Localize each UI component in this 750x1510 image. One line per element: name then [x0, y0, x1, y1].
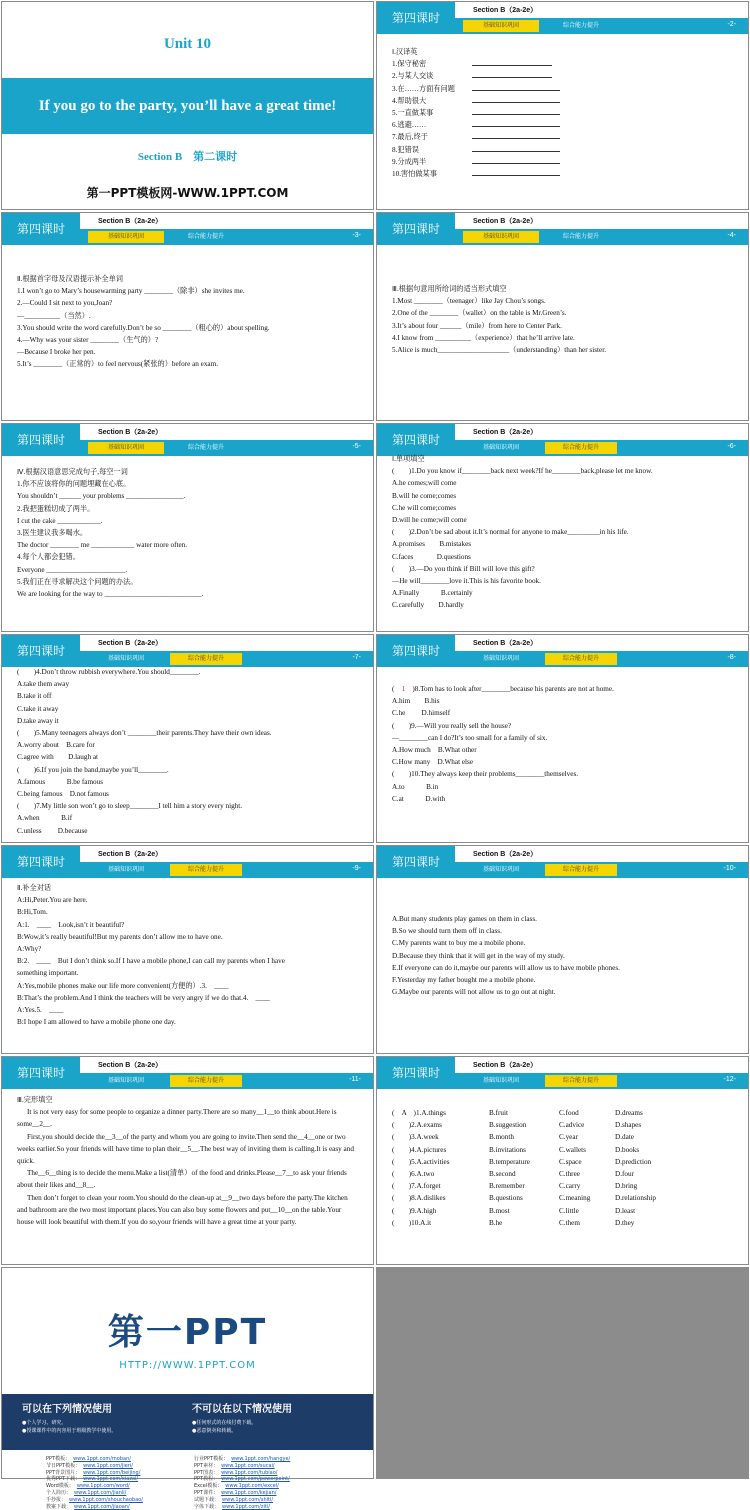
option-line: A.promises B.mistakes — [392, 540, 472, 549]
page-number: -9- — [352, 865, 361, 872]
link-label: 教案下载： — [46, 1503, 72, 1510]
table-cell: ( )3.A.week — [392, 1133, 439, 1142]
slide-11 — [1, 1056, 374, 1265]
options-table — [392, 1107, 738, 1229]
table-cell: ( )7.A.forget — [392, 1182, 441, 1191]
exercise-line: 2.—Could I sit next to you,Joan? — [17, 299, 113, 308]
links-left — [46, 1456, 143, 1510]
exercise-line: ( )1.Do you know if________back next week?If he________back,please let me know. — [392, 467, 653, 476]
table-cell: C.year — [559, 1133, 578, 1142]
slide-4 — [376, 212, 749, 421]
link-label: PPT图表： — [194, 1469, 219, 1476]
passage-paragraph: First,you should decide the__3__of the party and whom you are going to invite.Then send the__4__one or two weeks earlier.So your friends will have time to plan their__5__.The best way of inviting them is calling.It is easy and quick. — [17, 1132, 354, 1166]
table-cell: B.fruit — [489, 1109, 508, 1117]
option-line: C.unless D.because — [17, 826, 88, 835]
slide-title — [1, 1, 374, 210]
link[interactable]: www.1ppt.com/jiaoan/ — [74, 1503, 130, 1510]
slide-header — [2, 635, 373, 667]
tab-basic[interactable]: 基础知识巩固 — [463, 20, 539, 32]
exercise-line: 8.Tom has to look after________because his parents are not at home. — [414, 685, 614, 693]
section-label: Section B（2a-2e） — [473, 7, 538, 14]
slide-header — [377, 635, 748, 667]
tab-basic[interactable]: 基础知识巩固 — [482, 444, 519, 451]
tab-basic[interactable]: 基础知识巩固 — [482, 1077, 519, 1084]
exercise-line: 1.Most ________（teenager）like Jay Chou’s songs. — [392, 297, 546, 306]
link-label: 试题下载： — [194, 1496, 220, 1503]
exercise-line: 3.You should write the word carefully.Don’t be so ________（粗心的）about spelling. — [17, 323, 270, 332]
exercise-line: ( )9.—Will you really sell the house? — [392, 721, 512, 730]
list-item: 1.保守秘密 — [392, 60, 427, 69]
lesson-tag: 第四课时 — [377, 846, 455, 878]
lesson-tag: 第四课时 — [377, 424, 455, 456]
table-cell: D.four — [615, 1170, 634, 1179]
exercise-line: —__________（当然）. — [17, 311, 91, 320]
section-heading: Ⅲ.根据句意用所给词的适当形式填空 — [392, 285, 507, 293]
page-number: -6- — [727, 443, 736, 450]
lesson-tag: 第四课时 — [377, 1057, 455, 1089]
lesson-tag: 第四课时 — [2, 846, 80, 878]
tab-ability[interactable]: 综合能力提升 — [545, 442, 617, 454]
lesson-tag: 第四课时 — [2, 424, 80, 456]
exercise-line: —________can I do?It’s too small for a family of six. — [392, 733, 548, 742]
option-line: C.My parents want to buy me a mobile phone. — [392, 939, 526, 948]
table-cell: ( )6.A.two — [392, 1170, 435, 1179]
section-label: Section B（2a-2e） — [473, 1062, 538, 1069]
links-right — [194, 1456, 290, 1510]
tab-ability[interactable]: 综合能力提升 — [170, 1075, 242, 1087]
section-heading: Ⅱ.补全对话 — [17, 884, 52, 892]
link[interactable]: www.1ppt.com/xiazai/ — [83, 1476, 139, 1483]
option-line: C.carefully D.hardly — [392, 601, 464, 610]
section-heading: Ⅳ.根据汉语意思完成句子,每空一词 — [17, 468, 128, 476]
table-cell: ( )9.A.high — [392, 1206, 437, 1215]
list-item: 3.在……方面有问题 — [392, 84, 455, 93]
section-heading: Ⅰ.单项填空 — [392, 455, 425, 463]
lesson-tag: 第四课时 — [377, 2, 455, 34]
page-number: -10- — [723, 865, 736, 872]
exercise-line: ( )5.Many teenagers always don’t ________their parents.They have their own ideas. — [17, 729, 272, 738]
exercise-line: ( )2.Don’t be sad about it.It’s normal for anyone to make_________in his life. — [392, 528, 629, 537]
option-line: A.him B.his — [392, 697, 440, 706]
tab-basic[interactable]: 基础知识巩固 — [88, 231, 164, 243]
slide-header — [2, 213, 373, 245]
exercise-line: Everyone ______________________. — [17, 565, 128, 574]
tab-ability[interactable]: 综合能力提升 — [170, 653, 242, 665]
can-use-item: ●授课课件中的内容用于班级教学中使用。 — [22, 1428, 117, 1434]
slide-8: 第四课时 Section B（2a-2e） 基础知识巩固 综合能力提升 -8- ( 1 )8.Tom has to look after________because his parents are not at home. A.him B.his C.he D.himself ( )9.—Will you really sell the house? —________can I do?It’s too small for a family of six. A.How much B.What other C.How many D.What else ( )10.They always keep their problems________themselves. A.to B.in C.at D.with — [376, 634, 749, 843]
link-label: 个人简历： — [46, 1489, 72, 1496]
exercise-line: 3.It’s about four ______（mile）from here to Center Park. — [392, 321, 562, 330]
option-line: B.will he come;comes — [392, 491, 457, 500]
option-line: E.If everyone can do it,maybe our parents will allow us to have mobile phones. — [392, 963, 620, 972]
dialogue-line: A:Hi,Peter.You are here. — [17, 896, 88, 905]
table-cell: B.suggestion — [489, 1121, 527, 1130]
tab-ability[interactable]: 综合能力提升 — [545, 653, 617, 665]
table-cell: ( )4.A.pictures — [392, 1145, 447, 1154]
table-cell: ( )5.A.activities — [392, 1157, 450, 1166]
option-line: C.being famous D.not famous — [17, 790, 109, 799]
page-number: -4- — [727, 232, 736, 239]
tab-ability[interactable]: 综合能力提升 — [187, 444, 224, 451]
dialogue-line: A:Why? — [17, 945, 42, 954]
slide-6 — [376, 423, 749, 632]
exercise-line: You shouldn’t ______ your problems ________________. — [17, 492, 186, 501]
tab-basic[interactable]: 基础知识巩固 — [88, 442, 164, 454]
list-item: 6.逃避…… — [392, 121, 427, 130]
option-line: B.take it off — [17, 692, 52, 701]
unit-title: Unit 10 — [163, 36, 212, 52]
exercise-line: —Because I broke her pen. — [17, 348, 96, 357]
page-number: -3- — [352, 232, 361, 239]
dialogue-line: A:Yes,mobile phones make our life more convenient(方便的）.3. ____ — [17, 981, 229, 990]
lesson-tag: 第四课时 — [377, 213, 455, 245]
link[interactable]: www.1ppt.com/powerpoint/ — [221, 1476, 290, 1483]
table-cell: ( )8.A.dislikes — [392, 1194, 446, 1203]
list-item: 9.分成两半 — [392, 157, 427, 166]
table-cell: D.dreams — [615, 1109, 643, 1117]
table-cell: C.food — [559, 1109, 579, 1117]
slide-header — [377, 2, 748, 34]
option-line: A.take them away — [17, 680, 70, 689]
option-line: C.he D.himself — [392, 709, 451, 718]
tab-ability[interactable]: 综合能力提升 — [562, 233, 599, 240]
dialogue-line: something important. — [17, 969, 79, 978]
link-label: PPT教程： — [194, 1476, 219, 1483]
slide-header — [2, 1057, 373, 1089]
link-label: PPT背景图片： — [46, 1469, 81, 1476]
link[interactable]: www.1ppt.com/excel/ — [225, 1483, 279, 1490]
table-cell: C.advice — [559, 1121, 585, 1130]
tab-basic[interactable]: 基础知识巩固 — [482, 655, 519, 662]
option-line: G.Maybe our parents will not allow us to go out at night. — [392, 988, 556, 997]
link[interactable]: www.1ppt.com/hangye/ — [231, 1456, 291, 1462]
option-line: C.at D.with — [392, 794, 446, 803]
slide-header — [2, 846, 373, 878]
table-cell: B.most — [489, 1206, 510, 1215]
exercise-line: 2.One of the ________（wallet）on the table is Mr.Green’s. — [392, 309, 567, 318]
exercise-line: We are looking for the way to ___________________________. — [17, 590, 204, 599]
slide-header — [377, 846, 748, 878]
exercise-line: The doctor ________ me ____________ water more often. — [17, 541, 188, 550]
dialogue-line: B:That’s the problem.And I think the teachers will be very angry if we do that.4. ____ — [17, 993, 270, 1002]
option-line: D.take away it — [17, 716, 59, 725]
exercise-line: ( )7.My little son won’t go to sleep________I tell him a story every night. — [17, 802, 243, 811]
option-line: A.famous B.be famous — [17, 777, 104, 786]
section-heading: Ⅲ.完形填空 — [17, 1096, 53, 1104]
exercise-line: 4.I know from __________（experience）that he’ll arrive late. — [392, 333, 575, 342]
lesson-title: If you go to the party, you’ll have a great time! — [2, 78, 373, 134]
option-line: D.Because they think that it will get in the way of my study. — [392, 951, 565, 960]
list-item: 5.一直做某事 — [392, 109, 434, 118]
option-line: B.So we should turn them off in class. — [392, 927, 502, 936]
link-label: PPT模板： — [46, 1456, 71, 1462]
slide-header — [2, 424, 373, 456]
exercise-line: 5.Alice is much____________________（understanding）than her sister. — [392, 346, 606, 355]
slide-5 — [1, 423, 374, 632]
table-cell: B.second — [489, 1170, 516, 1179]
page-number: -5- — [352, 443, 361, 450]
link-label: 字体下载： — [194, 1503, 220, 1510]
option-line: F.Yesterday my father bought me a mobile phone. — [392, 976, 536, 985]
link[interactable]: www.1ppt.com/jianli/ — [74, 1489, 127, 1496]
page-number: -2- — [727, 21, 736, 28]
exercise-line: 1.I won’t go to Mary’s housewarming party ________（除非）she invites me. — [17, 287, 245, 296]
dialogue-line: B:Hi,Tom. — [17, 908, 48, 917]
slide-7 — [1, 634, 374, 843]
exercise-line: 5.It’s ________（正常的）to feel nervous(紧张的）before an exam. — [17, 360, 219, 369]
slide-header — [377, 213, 748, 245]
section-label: Section B（2a-2e） — [98, 218, 163, 225]
passage-paragraph: The__6__thing is to decide the menu.Make a list(清单）of the food and drinks.Please__7__to ask your friends about their likes and__8__. — [17, 1169, 347, 1190]
can-use-title: 可以在下列情况使用 — [22, 1404, 112, 1415]
exercise-line: ( )4.Don’t throw rubbish everywhere.You should________. — [17, 668, 201, 676]
tab-basic[interactable]: 基础知识巩固 — [107, 1077, 144, 1084]
dialogue-line: B:2. ____ But I don’t think so.If I have a mobile phone,I can call my parents when I have — [17, 957, 285, 966]
link-label: 手抄报： — [46, 1496, 67, 1503]
section-label: Section B（2a-2e） — [98, 1062, 163, 1069]
link-label: Word模板： — [46, 1483, 74, 1490]
option-line: C.faces D.questions — [392, 552, 471, 561]
exercise-line: I cut the cake ____________. — [17, 516, 103, 525]
exercise-line: 3.医生建议我多喝水。 — [17, 529, 88, 538]
option-line: A.worry about B.care for — [17, 741, 95, 750]
table-cell: B.temperature — [489, 1157, 530, 1166]
list-item: 4.帮助很大 — [392, 96, 427, 105]
table-cell: C.carry — [559, 1182, 581, 1191]
link[interactable]: www.1ppt.com/jieri/ — [83, 1462, 133, 1469]
exercise-line: ( )6.If you join the band,maybe you’ll________. — [17, 765, 169, 774]
link[interactable]: www.1ppt.com/kejian/ — [221, 1489, 277, 1496]
page-number: -12- — [723, 1076, 736, 1083]
option-line: A.he comes;will come — [392, 479, 457, 488]
dialogue-line: B:I hope I am allowed to have a mobile phone one day. — [17, 1018, 176, 1027]
option-line: A.Finally B.certainly — [392, 589, 473, 598]
slide-3 — [1, 212, 374, 421]
table-cell: B.month — [489, 1133, 514, 1142]
link[interactable]: www.1ppt.com/shiti/ — [222, 1496, 274, 1503]
option-line: C.How many D.What else — [392, 758, 474, 767]
table-cell: D.they — [615, 1218, 635, 1227]
lesson-tag: 第四课时 — [2, 1057, 80, 1089]
list-item: 10.害怕做某事 — [392, 170, 437, 179]
option-line: A.How much B.What other — [392, 746, 477, 755]
section-label: Section B（2a-2e） — [473, 218, 538, 225]
section-heading: Ⅱ.根据首字母及汉语提示补全单词 — [17, 275, 123, 283]
exercise-line: ( )10.They always keep their problems________themselves. — [392, 770, 579, 779]
exercise-line: 2.我把蛋糕切成了两半。 — [17, 504, 95, 513]
exercise-line: 4.—Why was your sister ________（生气的）? — [17, 336, 159, 345]
answer-mark: 1 — [401, 685, 406, 693]
slide-9 — [1, 845, 374, 1054]
table-cell: D.date — [615, 1133, 634, 1142]
table-cell: ( )2.A.exams — [392, 1121, 442, 1130]
slide-12 — [376, 1056, 749, 1265]
section-heading: Ⅰ.汉译英 — [392, 48, 418, 56]
link[interactable]: www.1ppt.com/sucai/ — [221, 1462, 275, 1469]
list-item: 8.犯错误 — [392, 145, 419, 154]
option-line: C.take it away — [17, 704, 59, 713]
table-cell: D.shapes — [615, 1121, 642, 1130]
dialogue-line: B:Wow,it’s really beautiful!But my parents don’t allow me to have one. — [17, 932, 223, 941]
table-cell: C.meaning — [559, 1194, 591, 1203]
slide-header — [377, 424, 748, 456]
link[interactable]: www.1ppt.com/ziti/ — [222, 1503, 270, 1510]
ppt-logo: 第一PPT — [107, 1312, 268, 1353]
table-cell: C.three — [559, 1170, 580, 1179]
option-line: A.But many students play games on them in class. — [392, 915, 537, 923]
logo-url[interactable]: HTTP://WWW.1PPT.COM — [119, 1360, 256, 1371]
watermark-text: 第一PPT模板网-WWW.1PPT.COM — [86, 186, 289, 200]
link[interactable]: www.1ppt.com/moban/ — [73, 1456, 131, 1462]
tab-ability[interactable]: 综合能力提升 — [187, 233, 224, 240]
link-label: 优秀PPT下载： — [46, 1476, 81, 1483]
table-cell: C.space — [559, 1157, 582, 1166]
tab-ability[interactable]: 综合能力提升 — [562, 22, 599, 29]
slide-2 — [376, 1, 749, 210]
section-label: Section B（2a-2e） — [473, 429, 538, 436]
link-label: Excel模板： — [194, 1483, 223, 1490]
usage-panel — [2, 1394, 373, 1450]
table-cell: D.relationship — [615, 1194, 656, 1203]
option-line: C.he will come;comes — [392, 503, 457, 512]
link[interactable]: www.1ppt.com/shouchaobao/ — [69, 1496, 143, 1503]
link-label: 行业PPT模板： — [194, 1456, 229, 1462]
list-item: 7.最后,终于 — [392, 133, 428, 142]
tab-ability[interactable]: 综合能力提升 — [545, 864, 617, 876]
cannot-use-item: ●任何形式的在线付费下载。 — [192, 1420, 257, 1426]
tab-basic[interactable]: 基础知识巩固 — [107, 866, 144, 873]
exercise-line: 5.我们正在寻求解决这个问题的办法。 — [17, 577, 138, 586]
section-label: Section B（2a-2e） — [473, 640, 538, 647]
page-number: -11- — [349, 1076, 361, 1083]
list-item: 2.与某人交谈 — [392, 72, 434, 81]
exercise-line: 1.你不应该将你的问题埋藏在心底。 — [17, 480, 131, 489]
option-line: C.agree with D.laugh at — [17, 753, 99, 762]
table-cell: D.books — [615, 1145, 640, 1154]
slide-10 — [376, 845, 749, 1054]
passage-paragraph: Then don’t forget to clean your room.You should do the clean-up at__9__two days before the party.The kitchen and bathroom are the two most important places.You can also buy some flowers and put__10__on the table.Your house will look beautiful with them.If you do so,your friends will have a great time at your party. — [17, 1193, 348, 1227]
link[interactable]: www.1ppt.com/word/ — [76, 1483, 130, 1490]
section-subtitle: Section B 第二课时 — [137, 151, 238, 163]
exercise-line: ( )3.—Do you think if Bill will love this gift? — [392, 564, 535, 573]
table-cell: D.prediction — [615, 1157, 652, 1166]
tab-ability[interactable]: 综合能力提升 — [170, 864, 242, 876]
page-number: -8- — [727, 654, 736, 661]
cannot-use-title: 不可以在以下情况使用 — [192, 1404, 292, 1415]
tab-basic[interactable]: 基础知识巩固 — [107, 655, 144, 662]
link-label: PPT课件： — [194, 1489, 219, 1496]
link-label: 节日PPT模板： — [46, 1462, 81, 1469]
table-cell: D.bring — [615, 1182, 638, 1191]
table-cell: B.he — [489, 1218, 503, 1227]
table-cell: B.remember — [489, 1182, 525, 1191]
tab-ability[interactable]: 综合能力提升 — [545, 1075, 617, 1087]
exercise-line: 4.每个人都会犯错。 — [17, 553, 80, 562]
lesson-tag: 第四课时 — [377, 635, 455, 667]
table-cell: D.least — [615, 1206, 636, 1215]
exercise-line: —He will________love it.This is his favorite book. — [392, 577, 541, 586]
option-line: A.when B.if — [17, 814, 73, 823]
link-label: PPT素材： — [194, 1462, 219, 1469]
link[interactable]: www.1ppt.com/tubiao/ — [221, 1469, 278, 1476]
table-cell: ( )10.A.it — [392, 1218, 432, 1227]
can-use-item: ●个人学习、研究。 — [22, 1420, 67, 1426]
link[interactable]: www.1ppt.com/beijing/ — [83, 1469, 141, 1476]
table-cell: C.wallets — [559, 1145, 586, 1154]
dialogue-line: A:Yes.5. ____ — [17, 1006, 64, 1015]
table-cell: ( A )1.A.things — [392, 1109, 446, 1117]
slide-header — [377, 1057, 748, 1089]
tab-basic[interactable]: 基础知识巩固 — [463, 231, 539, 243]
cannot-use-item: ●恶意倒卖和转载。 — [192, 1428, 237, 1434]
tab-basic[interactable]: 基础知识巩固 — [482, 866, 519, 873]
section-label: Section B（2a-2e） — [473, 851, 538, 858]
option-line: D.will he come;will come — [392, 516, 467, 525]
section-label: Section B（2a-2e） — [98, 429, 163, 436]
section-label: Section B（2a-2e） — [98, 640, 163, 647]
passage-paragraph: It is not very easy for some people to organize a dinner party.There are so many__1__to think about.Here is some__2__. — [17, 1108, 337, 1129]
table-cell: B.questions — [489, 1194, 523, 1203]
option-line: A.to B.in — [392, 782, 439, 791]
table-cell: B.invitations — [489, 1145, 526, 1154]
table-cell: C.little — [559, 1206, 579, 1215]
lesson-tag: 第四课时 — [2, 213, 80, 245]
section-label: Section B（2a-2e） — [98, 851, 163, 858]
lesson-tag: 第四课时 — [2, 635, 80, 667]
dialogue-line: A:1. ____ Look,isn’t it beautiful? — [17, 920, 125, 929]
table-cell: C.them — [559, 1218, 580, 1227]
page-number: -7- — [352, 654, 361, 661]
slide-end — [1, 1267, 374, 1510]
empty-panel — [376, 1267, 749, 1479]
